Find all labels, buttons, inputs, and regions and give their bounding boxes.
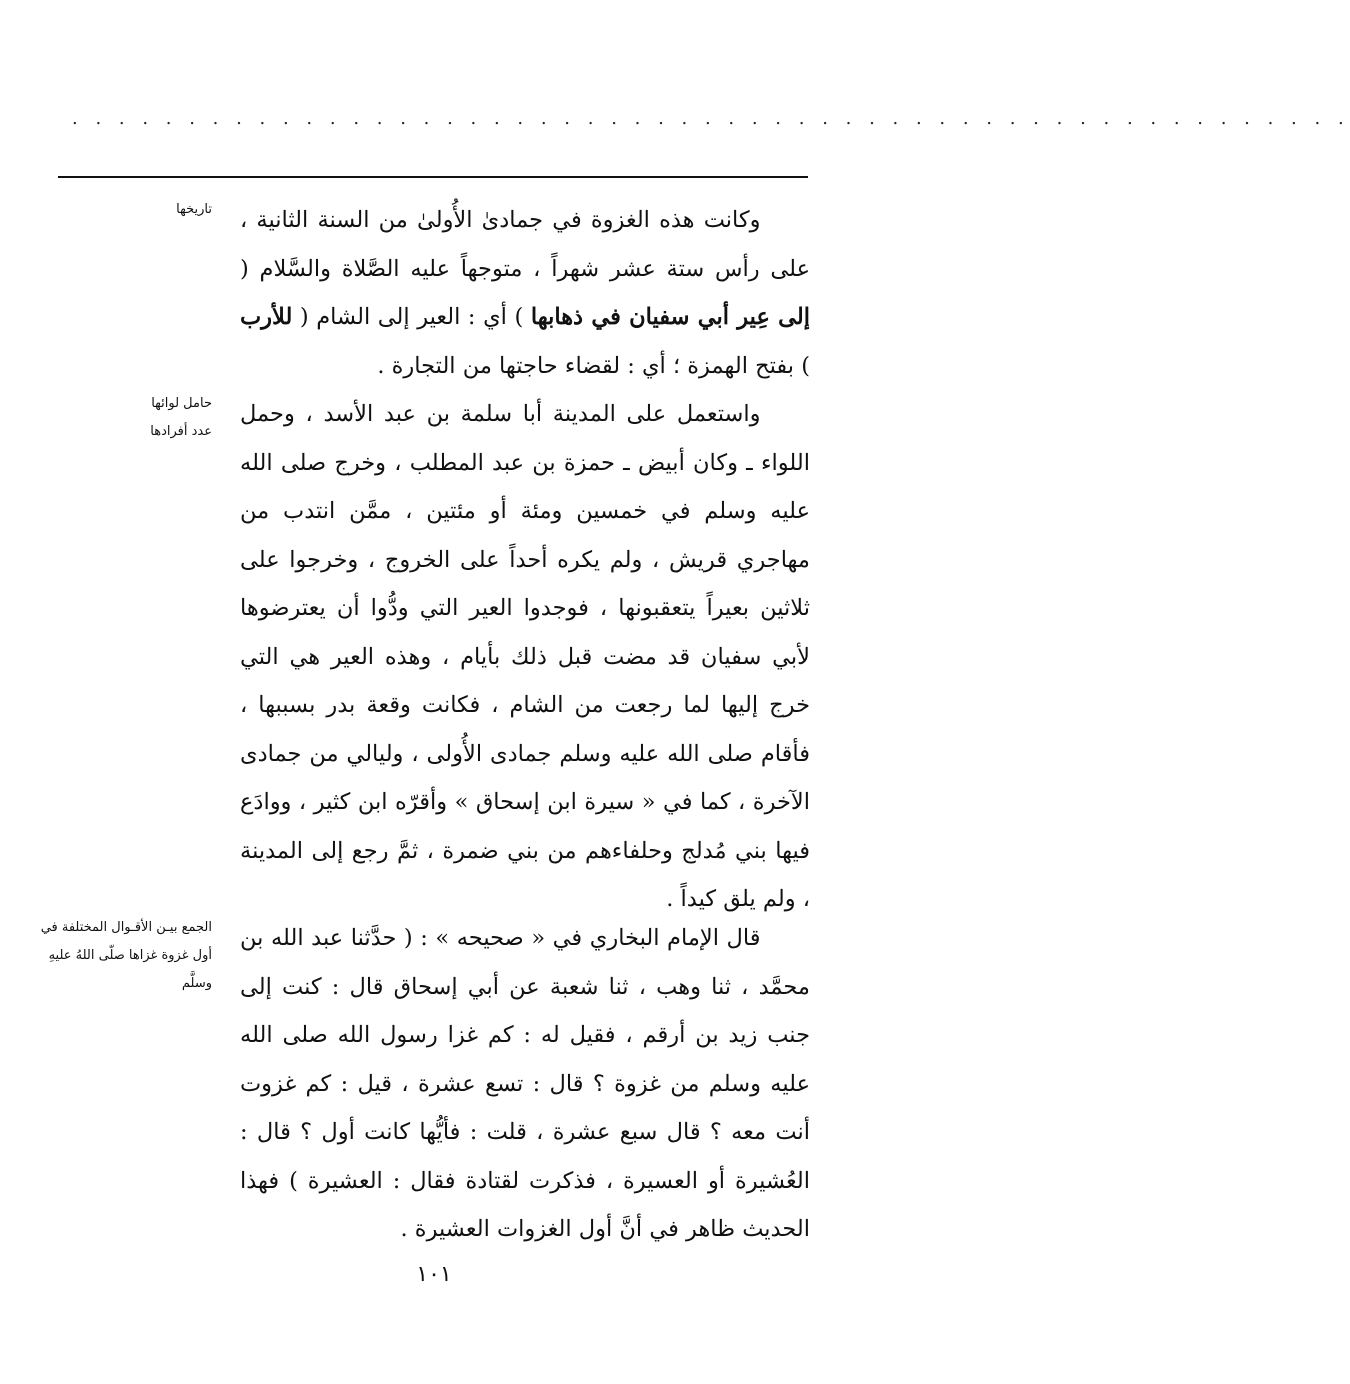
margin-note: حامل لوائها [151, 396, 212, 411]
margin-notes [40, 914, 212, 998]
bold-text-span: إلى عِير أبي سفيان في ذهابها [530, 304, 810, 330]
text-span: ) بفتح الهمزة ؛ أي : لقضاء حاجتها من التجارة . [377, 352, 810, 379]
paragraph [240, 390, 810, 924]
header-rule [58, 176, 808, 178]
text-span: وكانت هذه الغزوة في جمادىٰ الأُولىٰ من السنة الثانية ، على رأس ستة عشر شهراً ، متوجهاً عليه الصَّلاة والسَّلام ( [240, 207, 810, 282]
header-dotted-line: . . . . . . . . . . . . . . . . . . . . . . . . . . . . . . . . . . . . . . . . . . . . . . . . . . . . . . . [72, 108, 1350, 129]
margin-note: الجمع بيـن الأقـوال المختلفة في أول غزوة غزاها صلّى اللهُ عليهِ وسلَّم [40, 920, 212, 991]
paragraph [240, 914, 810, 1254]
paragraph [240, 196, 810, 390]
margin-note: عدد أفرادها [150, 424, 212, 439]
margin-note: تاريخها [176, 202, 212, 217]
text-span: واستعمل على المدينة أبا سلمة بن عبد الأسد ، وحمل اللواء ـ وكان أبيض ـ حمزة بن عبد المطلب ، وخرج صلى الله عليه وسلم في خمسين ومئة أو مئتين ، ممَّن انتدب من مهاجري قريش ، ولم يكره أحداً على الخروج ، وخرجوا على ثلاثين بعيراً يتعقبونها ، فوجدوا العير التي ودُّوا أن يعترضوها لأبي سفيان قد مضت قبل ذلك بأيام ، وهذه العير هي التي خرج إليها لما رجعت من الشام ، فكانت وقعة بدر بسببها ، فأقام صلى الله عليه وسلم جمادى الأُولى ، وليالي من جمادى الآخرة ، كما في « سيرة ابن إسحاق » وأقرّه ابن كثير ، ووادَع فيها بني مُدلج وحلفاءهم من بني ضمرة ، ثمَّ رجع إلى المدينة ، ولم يلق كيداً . [240, 401, 810, 912]
text-span: قال الإمام البخاري في « صحيحه » : ( حدَّثنا عبد الله بن محمَّد ، ثنا وهب ، ثنا شعبة عن أبي إسحاق قال : كنت إلى جنب زيد بن أرقم ، فقيل له : كم غزا رسول الله صلى الله عليه وسلم من غزوة ؟ قال : تسع عشرة ، قيل : كم غزوت أنت معه ؟ قال سبع عشرة ، قلت : فأيُّها كانت أول ؟ قال : العُشيرة أو العسيرة ، فذكرت لقتادة فقال : العشيرة ) فهذا الحديث ظاهر في أنَّ أول الغزوات العشيرة . [240, 925, 810, 1242]
page-number: ١٠١ [416, 1262, 452, 1287]
margin-notes [40, 196, 212, 224]
margin-notes [40, 390, 212, 446]
text-span: ) أي : العير إلى الشام ( [292, 304, 531, 330]
bold-text-span: للأرب [240, 304, 293, 330]
